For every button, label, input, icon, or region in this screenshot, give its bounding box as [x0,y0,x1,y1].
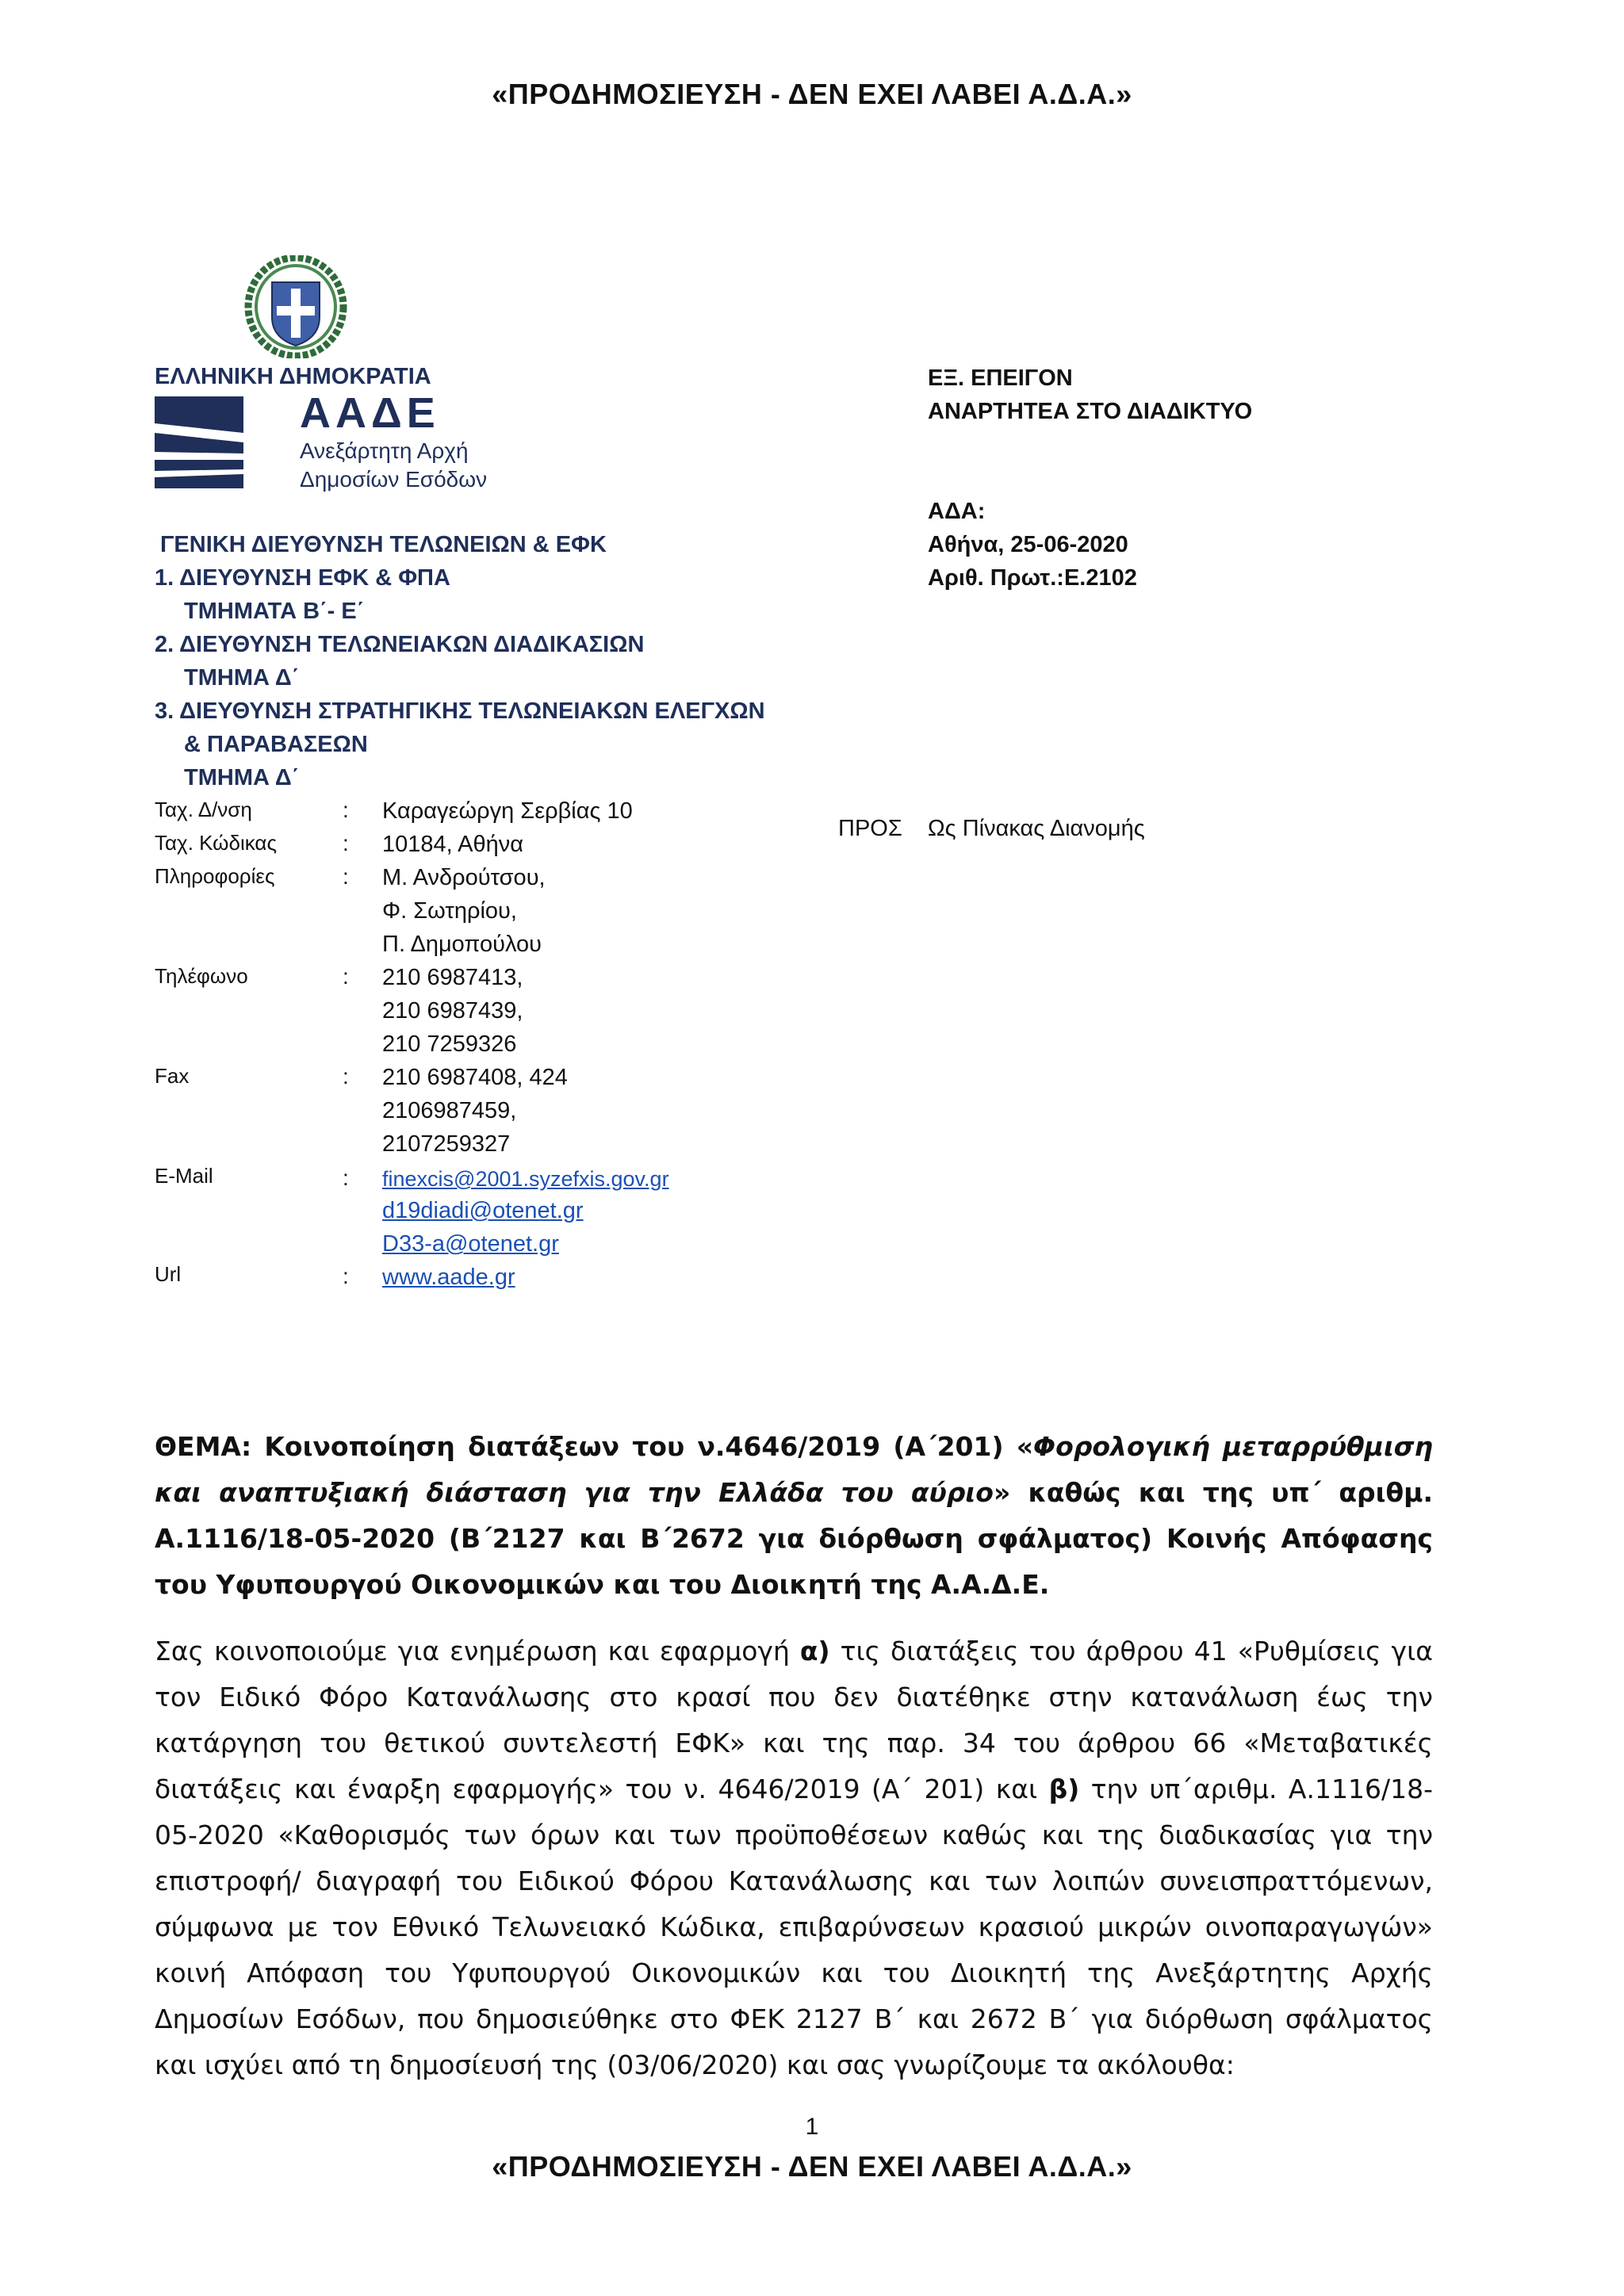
fax-colon: : [343,1064,349,1089]
post-online-label: ΑΝΑΡΤΗΤΕΑ ΣΤΟ ΔΙΑΔΙΚΤΥΟ [928,399,1253,424]
general-directorate: ΓΕΝΙΚΗ ΔΙΕΥΘΥΝΣΗ ΤΕΛΩΝΕΙΩΝ & ΕΦΚ [160,532,607,557]
email-link-2[interactable]: d19diadi@otenet.gr [382,1198,584,1223]
recipient-label: ΠΡΟΣ [838,816,902,841]
info-person-1: Μ. Ανδρούτσου, [382,865,546,890]
phone-colon: : [343,964,349,989]
fax-3: 2107259327 [382,1131,511,1157]
body-text-2: τις διατάξεις του άρθρου 41 «Ρυθμίσεις για τον Ειδικό Φόρο Κατανάλωσης στο κρασί που δεν διατέθηκε στην κατανάλωση έως την κατάργηση του θετικού συντελεστή ΕΦΚ» και της παρ. 34 του άρθρου 66 «Μεταβατικές διατάξεις και έναρξη εφαρμογής» του ν. 4646/2019 (Α΄ 201) και [155,1636,1433,1804]
phone-3: 210 7259326 [382,1031,517,1057]
subject-text-start: ΘΕΜΑ: Κοινοποίηση διατάξεων του ν.4646/2019 (Α΄201) « [155,1431,1034,1462]
info-label: Πληροφορίες [155,864,275,888]
top-banner: «ΠΡΟΔΗΜΟΣΙΕΥΣΗ - ΔΕΝ ΕΧΕΙ ΛΑΒΕΙ Α.Δ.Α.» [492,78,1132,110]
bottom-banner: «ΠΡΟΔΗΜΟΣΙΕΥΣΗ - ΔΕΝ ΕΧΕΙ ΛΑΒΕΙ Α.Δ.Α.» [492,2150,1132,2183]
republic-title: ΕΛΛΗΝΙΚΗ ΔΗΜΟΚΡΑΤΙΑ [155,364,431,389]
body-text-1: Σας κοινοποιούμε για ενημέρωση και εφαρμογή [155,1636,800,1667]
fax-1: 210 6987408, 424 [382,1065,568,1090]
address-colon: : [343,798,349,822]
document-date: Αθήνα, 25-06-2020 [928,532,1128,557]
protocol-number: Αριθ. Πρωτ.:Ε.2102 [928,565,1137,591]
body-marker-b: β) [1048,1774,1080,1804]
phone-label: Τηλέφωνο [155,964,248,988]
aade-name-line2: Δημοσίων Εσόδων [300,467,488,492]
greek-coat-of-arms-icon [244,255,347,358]
body-text-3: την υπ΄αριθμ. Α.1116/18-05-2020 «Καθορισμός των όρων και των προϋποθέσεων καθώς και της διαδικασίας για την επιστροφή/ διαγραφή του Ειδικού Φόρου Κατανάλωσης και των λοιπών συνεισπραττόμενων, σύμφωνα με τον Εθνικό Τελωνειακό Κώδικα, επιβαρύνσεων κρασιού μικρών οινοπαραγωγών» κοινή Απόφαση του Υφυπουργού Οικονομικών και του Διοικητή της Ανεξάρτητης Αρχής Δημοσίων Εσόδων, που δημοσιεύθηκε στο ΦΕΚ 2127 Β΄ και 2672 Β΄ για διόρθωση σφάλματος και ισχύει από τη δημοσίευσή της (03/06/2020) και σας γνωρίζουμε τα ακόλουθα: [155,1774,1433,2080]
subject-text-end: » καθώς και της υπ΄ αριθμ. Α.1116/18-05-2020 (Β΄2127 και Β΄2672 για διόρθωση σφάλματος) Κοινής Απόφασης του Υφυπουργού Οικονομικών και του Διοικητή της Α.Α.Δ.Ε. [155,1477,1433,1600]
department-1-sections: ΤΜΗΜΑΤΑ Β΄- Ε΄ [184,599,365,624]
department-3-continued: & ΠΑΡΑΒΑΣΕΩΝ [184,732,368,757]
aade-acronym: ΑΑΔΕ [300,389,440,437]
website-link[interactable]: www.aade.gr [382,1265,515,1290]
recipient-value: Ως Πίνακας Διανομής [928,816,1145,841]
aade-name-line1: Ανεξάρτητη Αρχή [300,438,469,463]
body-paragraph [155,1628,1433,2088]
postcode-label: Ταχ. Κώδικας [155,831,277,855]
fax-2: 2106987459, [382,1098,517,1123]
url-label: Url [155,1262,182,1286]
department-3-section: ΤΜΗΜΑ Δ΄ [184,765,300,790]
phone-2: 210 6987439, [382,998,523,1024]
email-link-3[interactable]: D33-a@otenet.gr [382,1231,559,1257]
department-3: 3. ΔΙΕΥΘΥΝΣΗ ΣΤΡΑΤΗΓΙΚΗΣ ΤΕΛΩΝΕΙΑΚΩΝ ΕΛΕΓΧΩΝ [155,698,765,724]
email-colon: : [343,1165,349,1190]
department-2: 2. ΔΙΕΥΘΥΝΣΗ ΤΕΛΩΝΕΙΑΚΩΝ ΔΙΑΔΙΚΑΣΙΩΝ [155,632,645,657]
postcode-value: 10184, Αθήνα [382,832,524,857]
ada-label: ΑΔΑ: [928,499,986,524]
postcode-colon: : [343,831,349,855]
address-value: Καραγεώργη Σερβίας 10 [382,798,633,824]
info-colon: : [343,864,349,889]
aade-logo-icon [155,396,243,488]
page-number: 1 [805,2114,819,2140]
phone-1: 210 6987413, [382,965,523,990]
info-person-3: Π. Δημοπούλου [382,932,542,957]
subject-paragraph [155,1424,1433,1608]
email-link-1[interactable]: finexcis@2001.syzefxis.gov.gr [382,1167,669,1191]
info-person-2: Φ. Σωτηρίου, [382,898,517,924]
department-2-section: ΤΜΗΜΑ Δ΄ [184,665,300,691]
url-colon: : [343,1264,349,1288]
subject-law-title: Φορολογική μεταρρύθμιση και αναπτυξιακή διάσταση για την Ελλάδα του αύριο [155,1431,1433,1508]
email-label: E-Mail [155,1164,213,1188]
urgent-label: ΕΞ. ΕΠΕΙΓΟΝ [928,365,1073,391]
address-label: Ταχ. Δ/νση [155,798,252,821]
fax-label: Fax [155,1064,190,1088]
body-marker-a: α) [799,1636,830,1667]
department-1: 1. ΔΙΕΥΘΥΝΣΗ ΕΦΚ & ΦΠΑ [155,565,450,591]
